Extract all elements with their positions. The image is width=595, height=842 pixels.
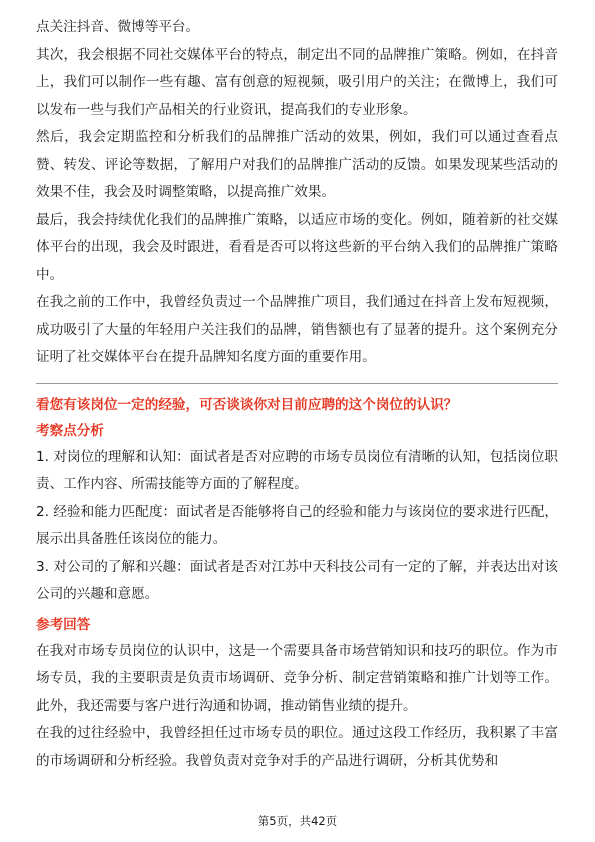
analysis-item: 2. 经验和能力匹配度：面试者是否能够将自己的经验和能力与该岗位的要求进行匹配，展示出具备胜任该岗位的能力。 [36, 503, 558, 547]
document-body [36, 14, 558, 775]
page-number: 第5页，共42页 [257, 814, 338, 828]
interview-question: 看您有该岗位一定的经验，可否谈谈你对目前应聘的这个岗位的认识？ [36, 396, 458, 413]
reference-paragraph: 在我的过往经验中，我曾经担任过市场专员的职位。通过这段工作经历，我积累了丰富的市场调研和分析经验。我曾负责对竞争对手的产品进行调研，分析其优势和 [36, 725, 558, 769]
analysis-heading: 考察点分析 [36, 422, 104, 439]
body-paragraph: 在我之前的工作中，我曾经负责过一个品牌推广项目，我们通过在抖音上发布短视频，成功吸引了大量的年轻用户关注我们的品牌，销售额也有了显著的提升。这个案例充分证明了社交媒体平台在提升品牌知名度方面的重要作用。 [36, 294, 558, 365]
section-divider [36, 383, 558, 384]
body-paragraph: 其次，我会根据不同社交媒体平台的特点，制定出不同的品牌推广策略。例如，在抖音上，我们可以制作一些有趣、富有创意的短视频，吸引用户的关注；在微博上，我们可以发布一些与我们产品相关的行业资讯，提高我们的专业形象。 [36, 46, 558, 118]
reference-paragraph: 在我对市场专员岗位的认识中，这是一个需要具备市场营销知识和技巧的职位。作为市场专员，我的主要职责是负责市场调研、竞争分析、制定营销策略和推广计划等工作。此外，我还需要与客户进行沟通和协调，推动销售业绩的提升。 [36, 642, 558, 714]
reference-answer-heading: 参考回答 [36, 616, 91, 633]
analysis-item: 1. 对岗位的理解和认知：面试者是否对应聘的市场专员岗位有清晰的认知，包括岗位职责、工作内容、所需技能等方面的了解程度。 [36, 448, 558, 492]
body-paragraph: 然后，我会定期监控和分析我们的品牌推广活动的效果，例如，我们可以通过查看点赞、转发、评论等数据，了解用户对我们的品牌推广活动的反馈。如果发现某些活动的效果不佳，我会及时调整策略，以提高推广效果。 [36, 129, 558, 200]
analysis-item: 3. 对公司的了解和兴趣：面试者是否对江苏中天科技公司有一定的了解，并表达出对该公司的兴趣和意愿。 [36, 558, 558, 602]
body-paragraph: 最后，我会持续优化我们的品牌推广策略，以适应市场的变化。例如，随着新的社交媒体平台的出现，我会及时跟进，看看是否可以将这些新的平台纳入我们的品牌推广策略中。 [36, 211, 558, 283]
body-paragraph: 点关注抖音、微博等平台。 [36, 19, 200, 35]
